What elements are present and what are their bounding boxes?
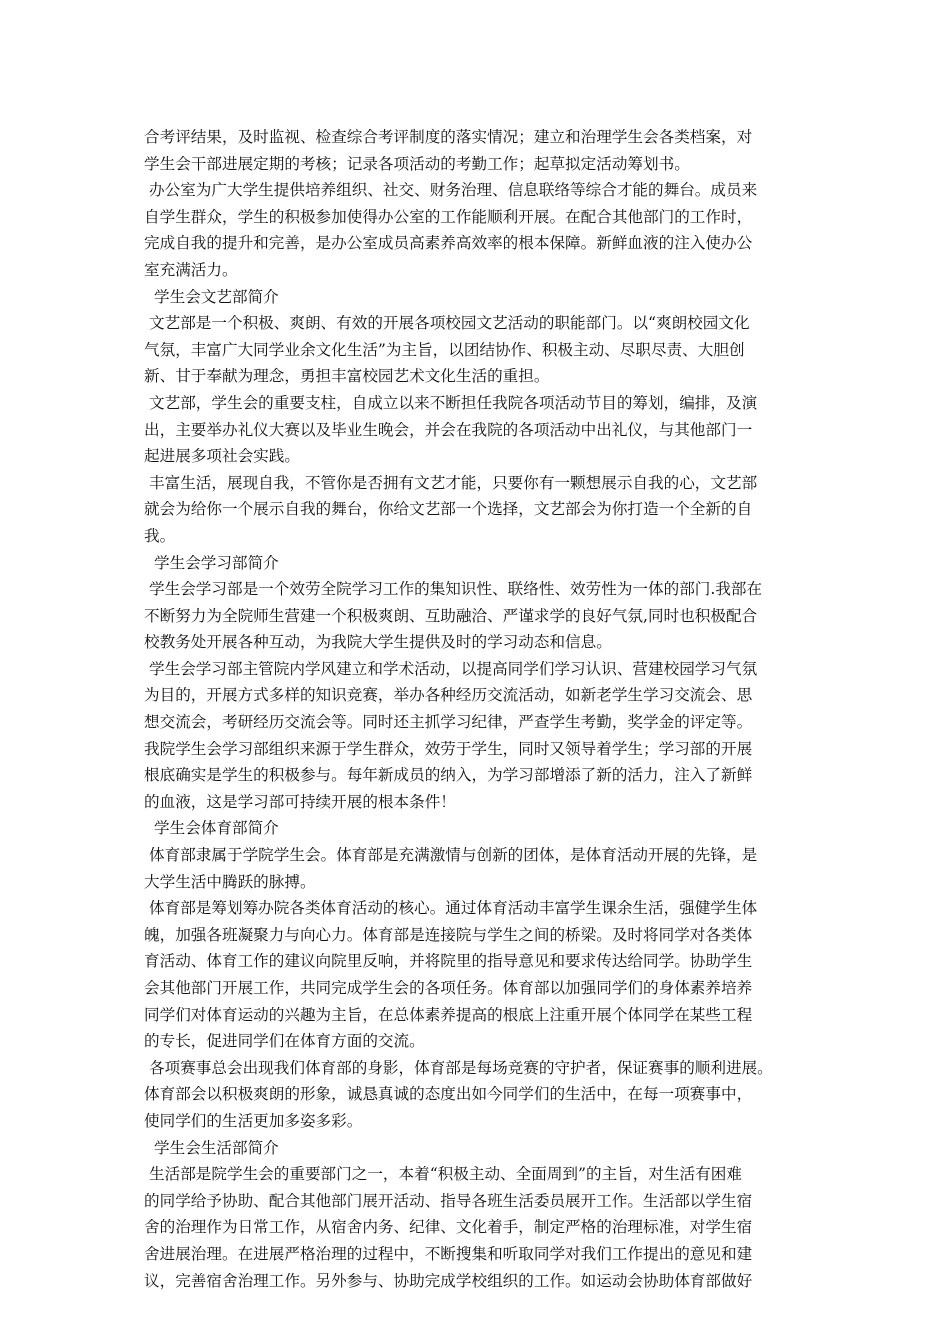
text-line: 体育部会以积极爽朗的形象，诚恳真诚的态度出如今同学们的生活中，在每一项赛事中， bbox=[144, 1085, 753, 1104]
text-line: 舍的治理作为日常工作，从宿舍内务、纪律、文化着手，制定严格的治理标准，对学生宿 bbox=[144, 1218, 753, 1237]
text-line: 的同学给予协助、配合其他部门展开活动、指导各班生活委员展开工作。生活部以学生宿 bbox=[144, 1191, 753, 1210]
text-line: 室充满活力。 bbox=[144, 260, 238, 279]
section-heading: 学生会体育部简介 bbox=[154, 819, 279, 838]
text-line: 校教务处开展各种互动，为我院大学生提供及时的学习动态和信息。 bbox=[144, 633, 612, 652]
text-line: 魄，加强各班凝聚力与向心力。体育部是连接院与学生之间的桥梁。及时将同学对各类体 bbox=[144, 925, 753, 944]
text-line: 文艺部，学生会的重要支柱，自成立以来不断担任我院各项活动节目的筹划，编排，及演 bbox=[149, 393, 758, 412]
text-line: 同学们对体育运动的兴趣为主旨，在总体素养提高的根底上注重开展个体同学在某些工程 bbox=[144, 1005, 753, 1024]
text-line: 新、甘于奉献为理念，勇担丰富校园艺术文化生活的重担。 bbox=[144, 367, 550, 386]
section-heading: 学生会生活部简介 bbox=[154, 1138, 279, 1157]
text-line: 根底确实是学生的积极参与。每年新成员的纳入，为学习部增添了新的活力，注入了新鲜 bbox=[144, 766, 753, 785]
section-heading: 学生会文艺部简介 bbox=[154, 287, 279, 306]
text-line: 办公室为广大学生提供培养组织、社交、财务治理、信息联络等综合才能的舞台。成员来 bbox=[149, 181, 758, 200]
text-line: 的专长，促进同学们在体育方面的交流。 bbox=[144, 1032, 425, 1051]
section-heading: 学生会学习部简介 bbox=[154, 553, 279, 572]
text-line: 我。 bbox=[144, 526, 176, 545]
text-line: 出，主要举办礼仪大赛以及毕业生晚会，并会在我院的各项活动中出礼仪，与其他部门一 bbox=[144, 420, 753, 439]
text-line: 起进展多项社会实践。 bbox=[144, 447, 300, 466]
text-line: 各项赛事总会出现我们体育部的身影，体育部是每场竞赛的守护者，保证赛事的顺利进展。 bbox=[149, 1058, 773, 1077]
text-line: 学生会学习部主管院内学风建立和学术活动，以提高同学们学习认识、营建校园学习气氛 bbox=[149, 659, 758, 678]
text-line: 议，完善宿舍治理工作。另外参与、协助完成学校组织的工作。如运动会协助体育部做好 bbox=[144, 1271, 753, 1290]
text-line: 气氛，丰富广大同学业余文化生活”为主旨，以团结协作、积极主动、尽职尽责、大胆创 bbox=[144, 340, 745, 359]
text-line: 体育部隶属于学院学生会。体育部是充满激情与创新的团体，是体育活动开展的先锋，是 bbox=[149, 846, 758, 865]
text-line: 合考评结果，及时监视、检查综合考评制度的落实情况；建立和治理学生会各类档案，对 bbox=[144, 128, 753, 146]
text-line: 的血液，这是学习部可持续开展的根本条件！ bbox=[144, 792, 456, 811]
text-line: 文艺部是一个积极、爽朗、有效的开展各项校园文艺活动的职能部门。以“爽朗校园文化 bbox=[149, 314, 750, 333]
text-line: 我院学生会学习部组织来源于学生群众，效劳于学生，同时又领导着学生；学习部的开展 bbox=[144, 739, 753, 758]
text-line: 想交流会，考研经历交流会等。同时还主抓学习纪律，严查学生考勤，奖学金的评定等。 bbox=[144, 713, 753, 732]
text-line: 不断努力为全院师生营建一个积极爽朗、互助融洽、严谨求学的良好气氛,同时也积极配合 bbox=[144, 606, 758, 625]
text-line: 学生会学习部是一个效劳全院学习工作的集知识性、联络性、效劳性为一体的部门.我部在 bbox=[149, 580, 763, 599]
text-line: 使同学们的生活更加多姿多彩。 bbox=[144, 1111, 363, 1130]
text-line: 丰富生活，展现自我，不管你是否拥有文艺才能，只要你有一颗想展示自我的心，文艺部 bbox=[149, 473, 758, 492]
text-line: 舍进展治理。在进展严格治理的过程中，不断搜集和听取同学对我们工作提出的意见和建 bbox=[144, 1244, 753, 1263]
text-line: 就会为给你一个展示自我的舞台，你给文艺部一个选择，文艺部会为你打造一个全新的自 bbox=[144, 500, 753, 519]
text-line: 会其他部门开展工作，共同完成学生会的各项任务。体育部以加强同学们的身体素养培养 bbox=[144, 979, 753, 997]
text-line: 大学生活中腾跃的脉搏。 bbox=[144, 872, 316, 891]
text-line: 自学生群众，学生的积极参加使得办公室的工作能顺利开展。在配合其他部门的工作时， bbox=[144, 207, 753, 226]
text-line: 生活部是院学生会的重要部门之一，本着“积极主动、全面周到”的主旨，对生活有困难 bbox=[149, 1165, 742, 1184]
text-line: 为目的，开展方式多样的知识竞赛，举办各种经历交流活动，如新老学生学习交流会、思 bbox=[144, 686, 753, 705]
text-line: 育活动、体育工作的建议向院里反响，并将院里的指导意见和要求传达给同学。协助学生 bbox=[144, 952, 753, 971]
document-page bbox=[144, 124, 814, 1294]
text-line: 完成自我的提升和完善，是办公室成员高素养高效率的根本保障。新鲜血液的注入使办公 bbox=[144, 234, 753, 253]
text-line: 体育部是筹划筹办院各类体育活动的核心。通过体育活动丰富学生课余生活，强健学生体 bbox=[149, 899, 758, 918]
text-line: 学生会干部进展定期的考核；记录各项活动的考勤工作；起草拟定活动筹划书。 bbox=[144, 154, 690, 173]
